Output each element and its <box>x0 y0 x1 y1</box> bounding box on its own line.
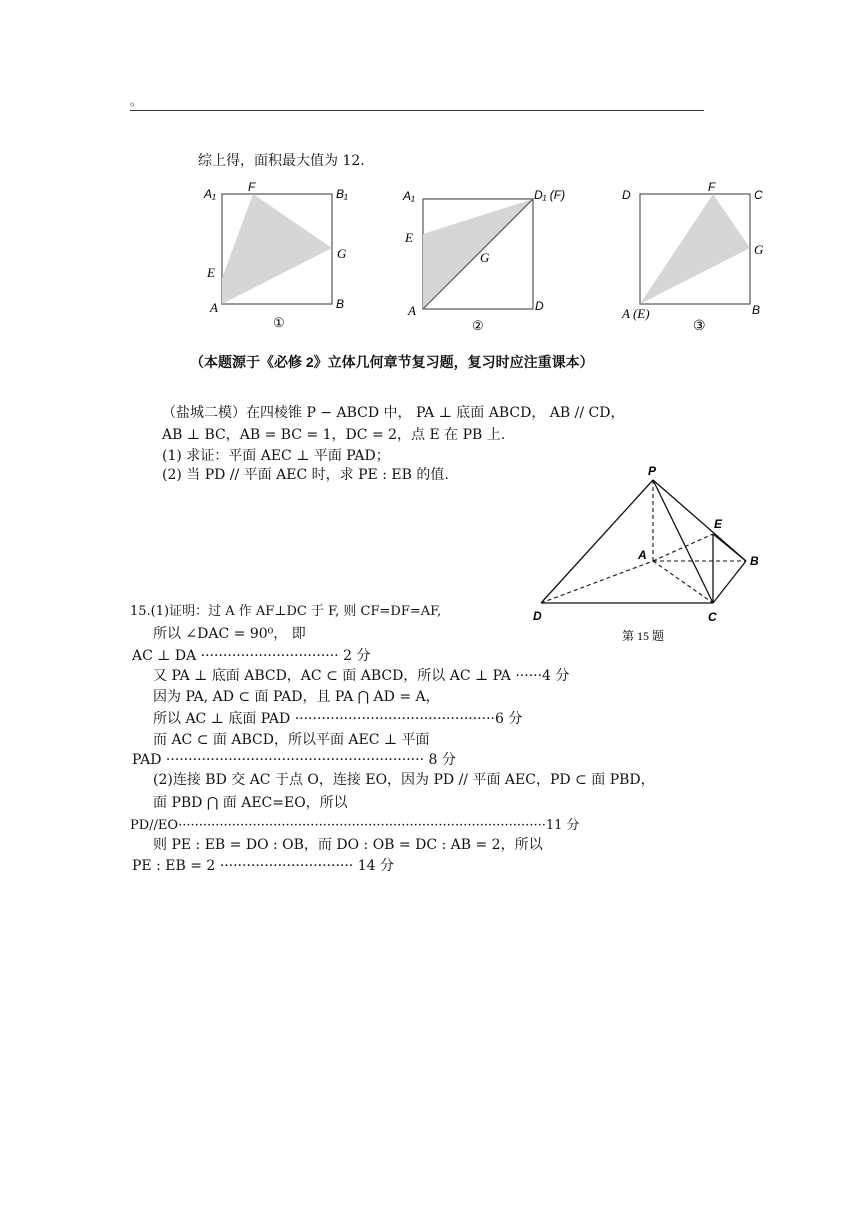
summary-text: 综上得，面积最大值为 12. <box>198 153 365 169</box>
fig2-label-a: A <box>408 303 416 318</box>
solution-line-1: 15.(1)证明：过 A 作 AF⊥DC 于 F, 则 CF=DF=AF, <box>130 604 442 619</box>
figure-1 <box>200 180 370 335</box>
solution-line-5: 因为 PA, AD ⊂ 面 PAD，且 PA ⋂ AD = A， <box>153 689 440 705</box>
fig3-number: ③ <box>693 319 706 334</box>
fig3-label-f: F <box>708 180 716 194</box>
fig2-label-a1: A₁ <box>403 189 415 203</box>
problem-line-1: （盐城二模）在四棱锥 P − ABCD 中， PA ⊥ 底面 ABCD， AB // CD， <box>162 405 625 421</box>
fig1-label-b1: B₁ <box>336 187 348 201</box>
fig1-label-e: E <box>207 265 215 280</box>
solution-line-4: 又 PA ⊥ 底面 ABCD，AC ⊂ 面 ABCD，所以 AC ⊥ PA ······4 分 <box>153 668 570 684</box>
solution-line-11: PD//EO·························································································11 分 <box>130 818 580 833</box>
fig15-label-d: D <box>533 609 542 623</box>
solution-line-10: 面 PBD ⋂ 面 AEC=EO，所以 <box>153 795 348 811</box>
fig2-label-d: D <box>535 299 544 313</box>
fig1-label-a: A <box>210 300 218 315</box>
fig1-label-a1: A₁ <box>204 187 216 201</box>
fig15-caption: 第 15 题 <box>622 629 665 643</box>
fig3-label-b: B <box>752 303 761 317</box>
page-mark: 。 <box>130 94 143 108</box>
solution-line-7: 而 AC ⊂ 面 ABCD，所以平面 AEC ⊥ 平面 <box>153 732 430 748</box>
problem-line-2: AB ⊥ BC，AB = BC = 1，DC = 2，点 E 在 PB 上. <box>162 427 506 443</box>
fig3-label-d: D <box>622 188 631 202</box>
fig1-number: ① <box>273 315 285 330</box>
fig15-label-e: E <box>714 517 723 531</box>
solution-line-2: 所以 ∠DAC = 90⁰， 即 <box>153 626 306 642</box>
fig2-label-e: E <box>405 230 413 245</box>
fig1-label-f: F <box>248 180 256 194</box>
fig2-label-d1f: D₁ (F) <box>534 188 566 202</box>
header-rule <box>130 110 704 111</box>
fig15-label-c: C <box>708 610 717 624</box>
fig3-label-ae: A (E) <box>622 306 650 321</box>
solution-line-12: 则 PE : EB = DO : OB，而 DO : OB = DC : AB = 2，所以 <box>153 837 543 853</box>
solution-line-6: 所以 AC ⊥ 底面 PAD ·············································6 分 <box>153 711 523 727</box>
solution-line-8: PAD ·························································· 8 分 <box>132 752 456 768</box>
fig3-label-c: C <box>754 188 763 202</box>
fig3-label-g: G <box>754 242 764 257</box>
fig15-label-p: P <box>648 464 657 478</box>
fig15-label-b: B <box>750 554 759 568</box>
solution-line-13: PE : EB = 2 ······························ 14 分 <box>132 858 394 874</box>
figure-2 <box>400 182 580 337</box>
fig1-label-b: B <box>336 297 345 311</box>
fig2-number: ② <box>472 318 484 333</box>
problem-line-3: (1) 求证：平面 AEC ⊥ 平面 PAD； <box>162 448 390 464</box>
solution-line-3: AC ⊥ DA ······························· 2 分 <box>132 648 371 664</box>
figure-15-pyramid <box>525 458 770 648</box>
fig1-label-g: G <box>337 246 347 261</box>
problem-line-4: (2) 当 PD // 平面 AEC 时，求 PE : EB 的值. <box>162 467 449 483</box>
figure-3 <box>618 180 798 335</box>
fig2-label-g: G <box>480 250 490 265</box>
fig15-label-a: A <box>638 548 647 562</box>
solution-line-9: (2)连接 BD 交 AC 于点 O，连接 EO，因为 PD // 平面 AEC，PD ⊂ 面 PBD， <box>153 772 655 788</box>
source-note: （本题源于《必修 2》立体几何章节复习题，复习时应注重课本） <box>190 354 594 370</box>
